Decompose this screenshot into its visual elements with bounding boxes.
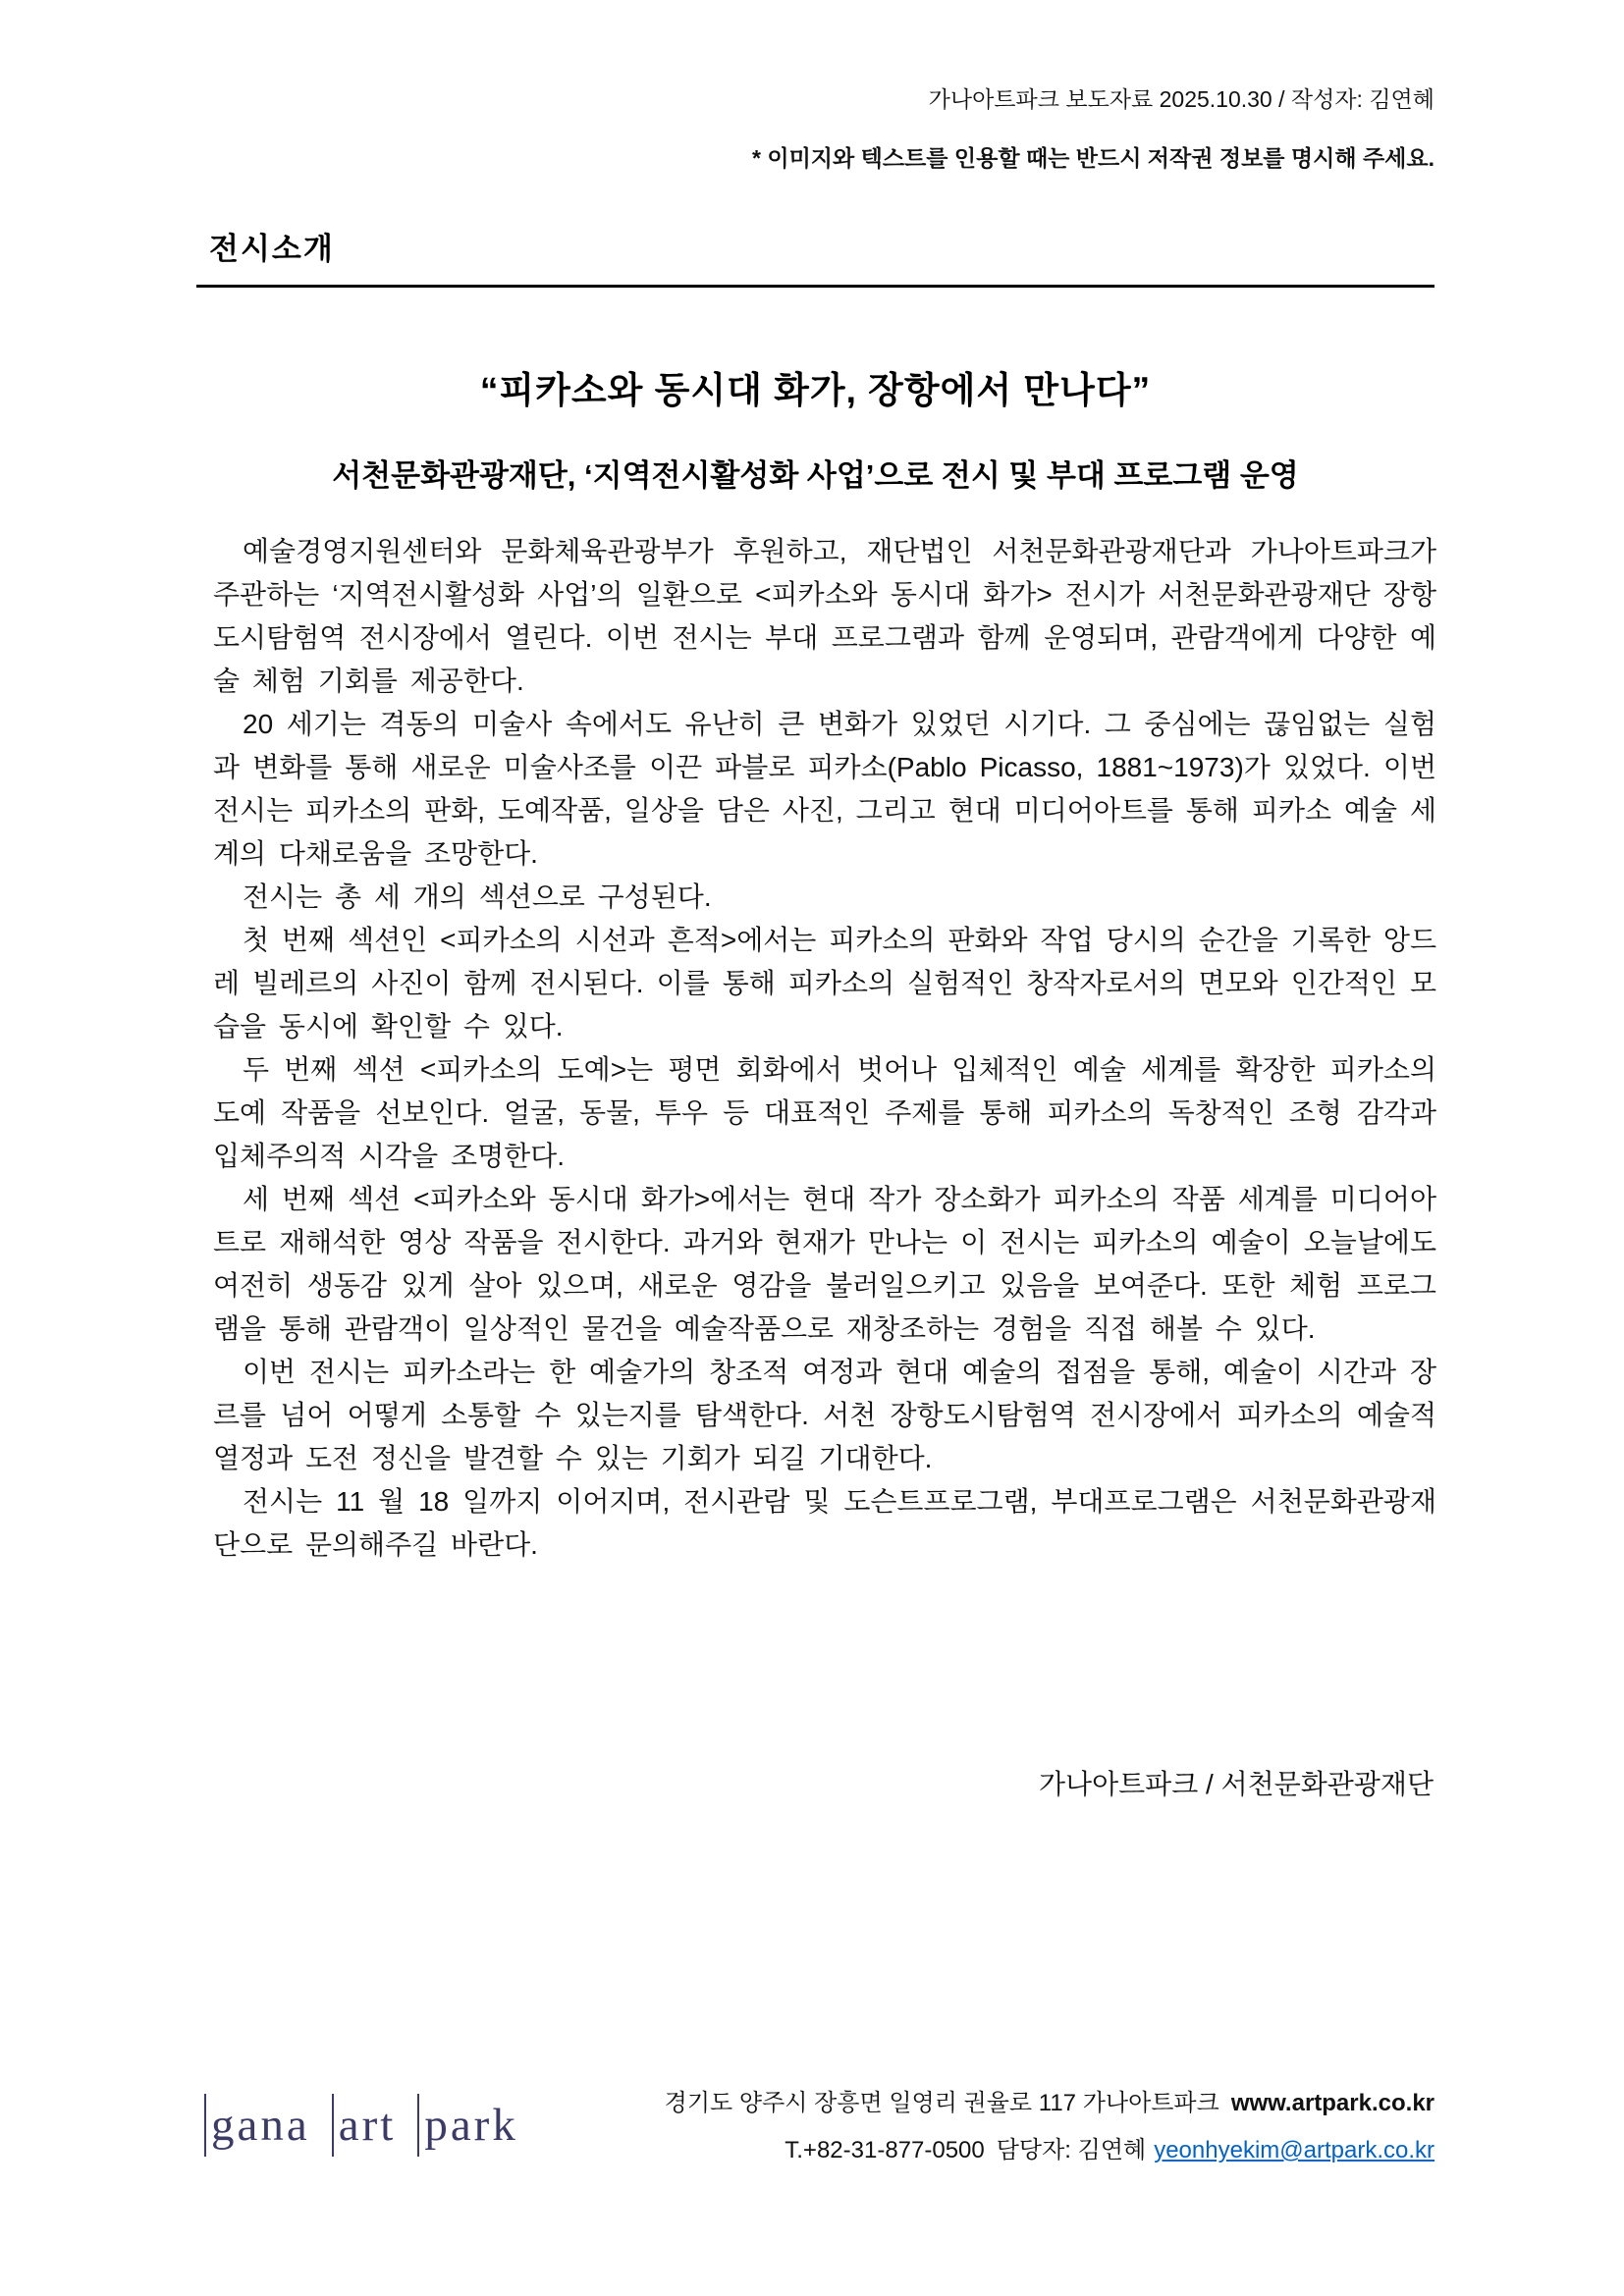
body-paragraph: 20 세기는 격동의 미술사 속에서도 유난히 큰 변화가 있었던 시기다. 그 중심에는 끊임없는 실험과 변화를 통해 새로운 미술사조를 이끈 파블로 피카소(Pablo Picasso, 1881~1973)가 있었다. 이번 전시는 피카소의 판화, 도예작품, 일상을 담은 사진, 그리고 현대 미디어아트를 통해 피카소 예술 세계의 다채로움을 조망한다.: [213, 709, 1436, 869]
document-header: [752, 84, 1435, 173]
body-paragraph: 전시는 11 월 18 일까지 이어지며, 전시관람 및 도슨트프로그램, 부대프로그램은 서천문화관광재단으로 문의해주길 바란다.: [213, 1486, 1436, 1560]
copyright-notice: * 이미지와 텍스트를 인용할 때는 반드시 저작권 정보를 명시해 주세요.: [752, 145, 1435, 171]
logo-word-park: park: [417, 2094, 540, 2157]
body-paragraph: 세 번째 섹션 <피카소와 동시대 화가>에서는 현대 작가 장소화가 피카소의 작품 세계를 미디어아트로 재해석한 영상 작품을 전시한다. 과거와 현재가 만나는 이 전시는 피카소의 예술이 오늘날에도 여전히 생동감 있게 살아 있으며, 새로운 영감을 불러일으키고 있음을 보여준다. 또한 체험 프로그램을 통해 관람객이 일상적인 물건을 예술작품으로 재창조하는 경험을 직접 해볼 수 있다.: [213, 1184, 1436, 1344]
footer-contact-person: 담당자: 김연혜: [996, 2137, 1147, 2163]
footer-address-line: [665, 2087, 1435, 2120]
exhibition-subtitle: 서천문화관광재단, ‘지역전시활성화 사업’으로 전시 및 부대 프로그램 운영: [332, 457, 1299, 493]
footer-website: www.artpark.co.kr: [1230, 2090, 1435, 2116]
section-label: 전시소개: [209, 232, 335, 266]
body-paragraph: 두 번째 섹션 <피카소의 도예>는 평면 회화에서 벗어나 입체적인 예술 세계를 확장한 피카소의 도예 작품을 선보인다. 얼굴, 동물, 투우 등 대표적인 주제를 통해 피카소의 독창적인 조형 감각과 입체주의적 시각을 조명한다.: [213, 1054, 1436, 1171]
body-paragraph: 첫 번째 섹션인 <피카소의 시선과 흔적>에서는 피카소의 판화와 작업 당시의 순간을 기록한 앙드레 빌레르의 사진이 함께 전시된다. 이를 통해 피카소의 실험적인 창작자로서의 면모와 인간적인 모습을 동시에 확인할 수 있다.: [213, 925, 1436, 1041]
footer-telephone: T.+82-31-877-0500: [785, 2137, 985, 2163]
body-paragraph: 이번 전시는 피카소라는 한 예술가의 창조적 여정과 현대 예술의 접점을 통해, 예술이 시간과 장르를 넘어 어떻게 소통할 수 있는지를 탐색한다. 서천 장항도시탐험역 전시장에서 피카소의 예술적 열정과 도전 정신을 발견할 수 있는 기회가 되길 기대한다.: [213, 1357, 1436, 1473]
signoff-credit: 가나아트파크 / 서천문화관광재단: [1038, 1769, 1434, 1799]
footer-address: 경기도 양주시 장흥면 일영리 권율로 117 가나아트파크: [664, 2090, 1219, 2116]
press-release-meta: 가나아트파크 보도자료 2025.10.30 / 작성자: 김연혜: [928, 86, 1435, 112]
exhibition-title: “피카소와 동시대 화가, 장항에서 만나다”: [479, 369, 1152, 410]
footer-contact-line: [665, 2134, 1435, 2167]
body-paragraph: 전시는 총 세 개의 섹션으로 구성된다.: [243, 881, 712, 912]
footer-email-link[interactable]: yeonhyekim@artpark.co.kr: [1154, 2137, 1435, 2163]
body-paragraph: 예술경영지원센터와 문화체육관광부가 후원하고, 재단법인 서천문화관광재단과 가나아트파크가 주관하는 ‘지역전시활성화 사업’의 일환으로 <피카소와 동시대 화가> 전시가 서천문화관광재단 장항도시탐험역 전시장에서 열린다. 이번 전시는 부대 프로그램과 함께 운영되며, 관람객에게 다양한 예술 체험 기회를 제공한다.: [213, 536, 1436, 696]
logo-word-gana: gana: [204, 2094, 332, 2157]
footer-contact-info: [665, 2087, 1435, 2167]
gana-art-park-logo: [204, 2094, 540, 2157]
logo-word-art: art: [332, 2094, 418, 2157]
press-release-body: [213, 530, 1436, 1567]
section-divider-rule: [196, 285, 1435, 288]
